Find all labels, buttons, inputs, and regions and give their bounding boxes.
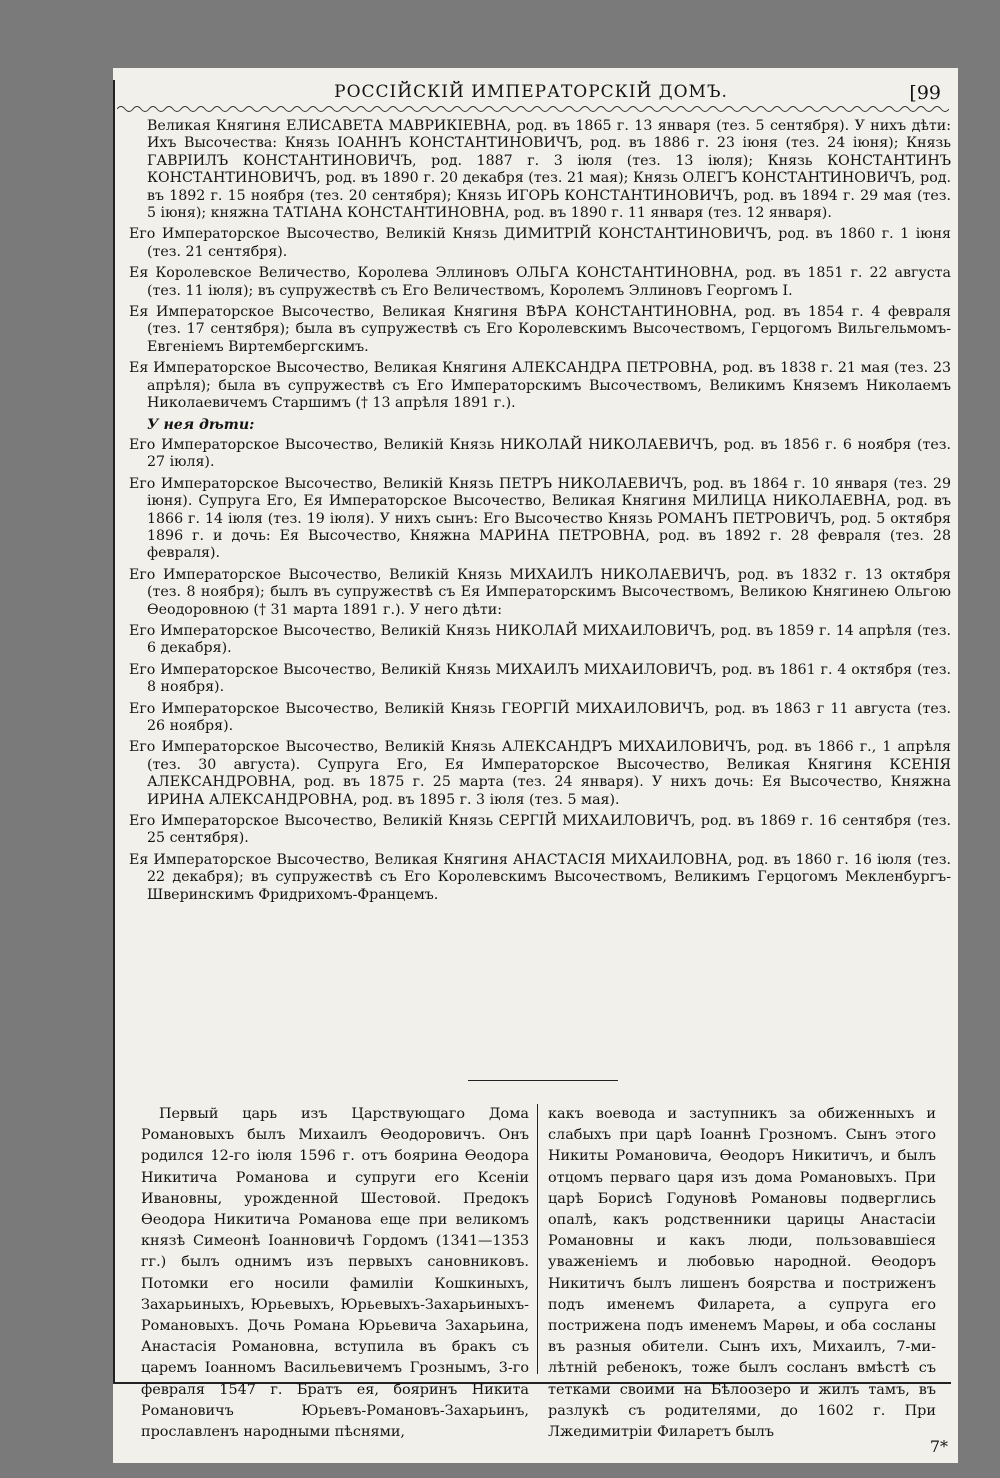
wavy-rule: [117, 104, 949, 114]
entry-olga: Ея Королевское Величество, Королева Эллиновъ ОЛЬГА КОНСТАНТИНОВНА, род. въ 1851 г. 22 августа (тез. 11 іюля); въ супружествѣ съ Его Величествомъ, Королемъ Эллиновъ Георгомъ I.: [129, 265, 951, 299]
right-column-text: какъ воевода и заступникъ за обиженныхъ и слабыхъ при царѣ Іоаннѣ Грозномъ. Сынъ этого Никиты Романовича, Ѳеодоръ Никитичъ, и былъ отцомъ перваго царя изъ дома Романовыхъ. При царѣ Борисѣ Годуновѣ Романовы подверглись опалѣ, какъ родственники царицы Анастасіи Романовны и какъ люди, пользовавшіеся уваженіемъ и любовью народной. Ѳеодоръ Никитичъ былъ лишенъ боярства и постриженъ подъ именемъ Филарета, а супруга его пострижена подъ именемъ Марѳы, и оба сосланы въ разныя обители. Сынъ ихъ, Михаилъ, 7-ми-лѣтній ребенокъ, тоже былъ сосланъ вмѣстѣ съ тетками своими на Бѣлоозеро и жилъ тамъ, въ разлукѣ съ родителями, до 1602 г. При Лжедимитріи Филаретъ былъ: [548, 1106, 936, 1441]
entry-nikolai-mikhailovich: Его Императорское Высочество, Великій Князь НИКОЛАЙ МИХАИЛОВИЧЪ, род. въ 1859 г. 14 апрѣля (тез. 6 декабря).: [129, 622, 951, 657]
signature-mark: 7*: [929, 1437, 948, 1456]
entry-sergei: Его Императорское Высочество, Великій Князь СЕРГІЙ МИХАИЛОВИЧЪ, род. въ 1869 г. 16 сентября (тез. 25 сентября).: [129, 813, 951, 847]
history-columns: [133, 1104, 949, 1441]
running-title: РОССІЙСКІЙ ИМПЕРАТОРСКІЙ ДОМЪ.: [334, 82, 728, 102]
genealogy-entries: [129, 118, 951, 908]
entry-vera: Ея Императорское Высочество, Великая Княгиня ВѢРА КОНСТАНТИНОВНА, род. въ 1854 г. 4 февраля (тез. 17 сентября); была въ супружествѣ съ Его Королевскимъ Высочествомъ, Герцогомъ Вильгельмомъ-Евгеніемъ Виртембергскимъ.: [129, 304, 951, 355]
entry-anastasia: Ея Императорское Высочество, Великая Княгиня АНАСТАСІЯ МИХАИЛОВНА, род. въ 1860 г. 16 іюля (тез. 22 декабря); въ супружествѣ съ Его Королевскимъ Высочествомъ, Великимъ Герцогомъ Мекленбургъ-Шверинскимъ Фридрихомъ-Францемъ.: [129, 851, 951, 903]
entry-georgi: Его Императорское Высочество, Великій Князь ГЕОРГІЙ МИХАИЛОВИЧЪ, род. въ 1863 г 11 августа (тез. 26 ноября).: [129, 700, 951, 734]
entry-aleksandra: Ея Императорское Высочество, Великая Княгиня АЛЕКСАНДРА ПЕТРОВНА, род. въ 1838 г. 21 мая (тез. 23 апрѣля); была въ супружествѣ съ Его Императорскимъ Высочествомъ, Великимъ Княземъ Николаемъ Николаевичемъ Старшимъ († 13 апрѣля 1891 г.).: [129, 360, 951, 412]
section-divider: [468, 1080, 618, 1081]
page-number: [99: [909, 82, 941, 104]
entry-petr: Его Императорское Высочество, Великій Князь ПЕТРЪ НИКОЛАЕВИЧЪ, род. въ 1864 г. 10 января (тез. 29 іюня). Супруга Его, Ея Императорское Высочество, Великая Княгиня МИЛИЦА НИКОЛАЕВНА, род. въ 1866 г. 14 іюля (тез. 19 іюля). У нихъ сынъ: Его Высочество Князь РОМАНЪ ПЕТРОВИЧЪ, род. 5 октября 1896 г. и дочь: Ея Высочество, Княжна МАРИНА ПЕТРОВНА, род. въ 1892 г. 28 февраля (тез. 28 февраля).: [129, 475, 951, 562]
entry-aleksandr: Его Императорское Высочество, Великій Князь АЛЕКСАНДРЪ МИХАИЛОВИЧЪ, род. въ 1866 г., 1 апрѣля (тез. 30 августа). Супруга Его, Ея Императорское Высочество, Великая Княгиня КСЕНІЯ АЛЕКСАНДРОВНА, род. въ 1875 г. 25 марта (тез. 24 января). У нихъ дочь: Ея Высочество, Княжна ИРИНА АЛЕКСАНДРОВНА, род. въ 1895 г. 3 іюля (тез. 5 мая).: [129, 739, 951, 808]
column-divider: [537, 1104, 538, 1374]
entry-elisaveta: Великая Княгиня ЕЛИСАВЕТА МАВРИКІЕВНА, род. въ 1865 г. 13 января (тез. 5 сентября). У нихъ дѣти: Ихъ Высочества: Князь ІОАННЪ КОНСТАНТИНОВИЧЪ, род. въ 1886 г. 23 іюня (тез. 24 іюня); Князь ГАВРІИЛЪ КОНСТАНТИНОВИЧЪ, род. 1887 г. 3 іюля (тез. 13 іюля); Князь КОНСТАНТИНЪ КОНСТАНТИНОВИЧЪ, род. въ 1890 г. 20 декабря (тез. 21 мая); Князь ОЛЕГЪ КОНСТАНТИНОВИЧЪ, род. въ 1892 г. 15 ноября (тез. 20 сентября); Князь ИГОРЬ КОНСТАНТИНОВИЧЪ, род. въ 1894 г. 29 мая (тез. 5 іюня); княжна ТАТІАНА КОНСТАНТИНОВНА, род. въ 1890 г. 11 января (тез. 12 января).: [147, 118, 951, 222]
entry-nikolai-nikolaevich: Его Императорское Высочество, Великій Князь НИКОЛАЙ НИКОЛАЕВИЧЪ, род. въ 1856 г. 6 ноября (тез. 27 іюля).: [129, 436, 951, 471]
children-heading: У нея дѣти:: [147, 416, 255, 433]
book-page: [113, 68, 958, 1463]
entry-dimitri: Его Императорское Высочество, Великій Князь ДИМИТРІЙ КОНСТАНТИНОВИЧЪ, род. въ 1860 г. 1 іюня (тез. 21 сентября).: [129, 226, 951, 260]
entry-mikhail-nikolaevich: Его Императорское Высочество, Великій Князь МИХАИЛЪ НИКОЛАЕВИЧЪ, род. въ 1832 г. 13 октября (тез. 8 ноября); былъ въ супружествѣ съ Ея Императорскимъ Высочествомъ, Великою Княгинею Ольгою Ѳеодоровною († 31 марта 1891 г.). У него дѣти:: [129, 566, 951, 618]
left-column-text: Первый царь изъ Царствующаго Дома Романовыхъ былъ Михаилъ Ѳеодоровичъ. Онъ родился 12-го іюля 1596 г. отъ боярина Ѳеодора Никитича Романова и супруги его Ксеніи Ивановны, урожденной Шестовой. Предокъ Ѳеодора Никитича Романова еще при великомъ князѣ Симеонѣ Іоанновичѣ Гордомъ (1341—1353 гг.) былъ однимъ изъ первыхъ сановниковъ. Потомки его носили фамиліи Кошкиныхъ, Захарьиныхъ, Юрьевыхъ, Юрьевыхъ-Захарьиныхъ-Романовыхъ. Дочь Романа Юрьевича Захарьина, Анастасія Романовна, вступила въ бракъ съ царемъ Іоанномъ Васильевичемъ Грознымъ, 3-го февраля 1547 г. Братъ ея, бояринъ Никита Романовичъ Юрьевъ-Романовъ-Захарьинъ, прославленъ народными пѣснями,: [141, 1106, 529, 1441]
entry-mikhail-mikhailovich: Его Императорское Высочество, Великій Князь МИХАИЛЪ МИХАИЛОВИЧЪ, род. въ 1861 г. 4 октября (тез. 8 ноября).: [129, 661, 951, 696]
running-header: [113, 78, 949, 104]
